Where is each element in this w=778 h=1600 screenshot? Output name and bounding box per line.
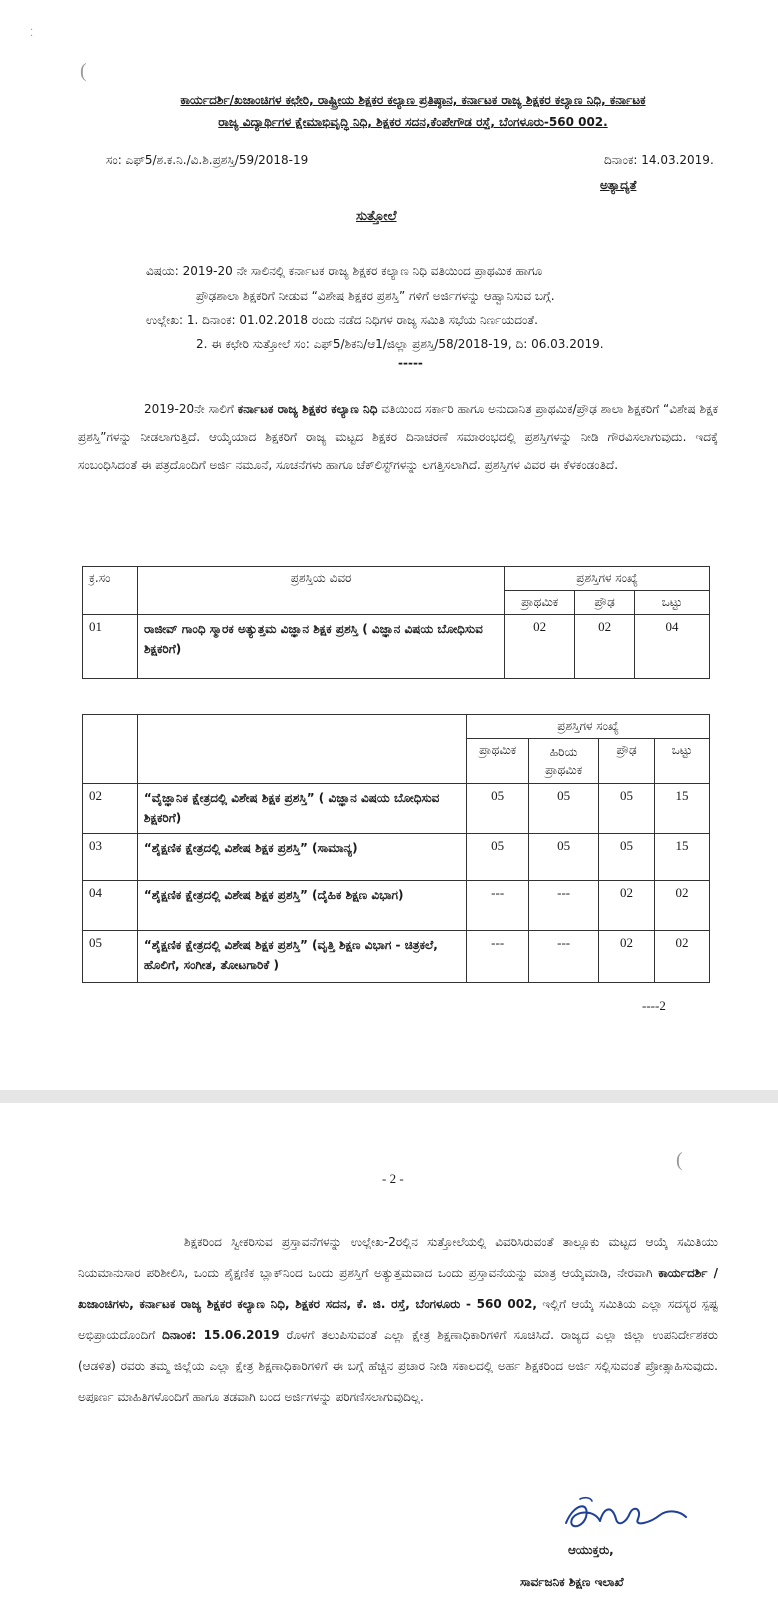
table-row <box>83 615 710 679</box>
table1-header-row <box>83 567 710 591</box>
table2-cell-total: 15 <box>655 834 710 881</box>
scan-mark: ( <box>80 60 87 82</box>
instr-address-bold: ಕಾರ್ಯದರ್ಶಿ / ಖಜಾಂಚಿಗಳು, ಕರ್ನಾಟಕ ರಾಜ್ಯ ಶಿಕ್ಷಕರ ಕಲ್ಯಾಣ ನಿಧಿ, ಶಿಕ್ಷಕರ ಸದನ, ಕೆ. ಜಿ. ರಸ್ತೆ, ಬೆಂಗಳೂರು - 560 002, <box>78 1266 718 1311</box>
intro-text-pre: 2019-20ನೇ ಸಾಲಿಗೆ <box>144 402 238 416</box>
table-row <box>83 881 710 931</box>
table2-cell-detail: “ಶೈಕ್ಷಣಿಕ ಕ್ಷೇತ್ರದಲ್ಲಿ ವಿಶೇಷ ಶಿಕ್ಷಕ ಪ್ರಶಸ್ತಿ” (ದೈಹಿಕ ಶಿಕ್ಷಣ ವಿಭಾಗ) <box>137 881 466 931</box>
table1-header-count: ಪ್ರಶಸ್ತಿಗಳ ಸಂಖ್ಯೆ <box>505 567 710 591</box>
urgent-label: ಅತ್ಯಾದ್ಯತೆ <box>600 178 637 192</box>
table1-header-high: ಪ್ರೌಢ <box>575 591 635 615</box>
department-name: ಸಾರ್ವಜನಿಕ ಶಿಕ್ಷಣ ಇಲಾಖೆ <box>520 1575 624 1589</box>
table2-cell-sl: 05 <box>83 931 138 983</box>
table1-header-total: ಒಟ್ಟು <box>635 591 710 615</box>
table1-cell-high: 02 <box>575 615 635 679</box>
table1-cell-primary: 02 <box>505 615 575 679</box>
intro-paragraph <box>78 395 718 479</box>
table-row <box>83 784 710 834</box>
scan-mark: ( <box>676 1149 683 1171</box>
table2-header-high: ಪ್ರೌಢ <box>599 739 655 784</box>
table1-cell-total: 04 <box>635 615 710 679</box>
table2-header-row <box>83 715 710 739</box>
instr-text-pre: ಶಿಕ್ಷಕರಿಂದ ಸ್ವೀಕರಿಸುವ ಪ್ರಸ್ತಾವನೆಗಳನ್ನು ಉಲ್ಲೇಖ-2ರಲ್ಲಿನ ಸುತ್ತೋಲೆಯಲ್ಲಿ ವಿವರಿಸಿರುವಂತೆ ತಾಲ್ಲೂಕು ಮಟ್ಟದ ಆಯ್ಕೆ ಸಮಿತಿಯು ನಿಯಮಾನುಸಾರ ಪರಿಶೀಲಿಸಿ, ಒಂದು ಶೈಕ್ಷಣಿಕ ಬ್ಲಾಕ್‌ನಿಂದ ಒಂದು ಪ್ರಶಸ್ತಿಗೆ ಅತ್ಯುತ್ತಮವಾದ ಒಂದು ಪ್ರಸ್ತಾವನೆಯನ್ನು ಮಾತ್ರ ಆಯ್ಕೆಮಾಡಿ, ನೇರವಾಗಿ <box>78 1235 718 1280</box>
page-gap <box>0 1090 778 1103</box>
awards-table-1 <box>82 566 710 679</box>
table2-cell-detail: “ವೈಜ್ಞಾನಿಕ ಕ್ಷೇತ್ರದಲ್ಲಿ ವಿಶೇಷ ಶಿಕ್ಷಕ ಪ್ರಶಸ್ತಿ” ( ವಿಜ್ಞಾನ ವಿಷಯ ಬೋಧಿಸುವ ಶಿಕ್ಷಕರಿಗೆ) <box>137 784 466 834</box>
instr-text-post: ರೊಳಗೆ ತಲುಪಿಸುವಂತೆ ಎಲ್ಲಾ ಕ್ಷೇತ್ರ ಶಿಕ್ಷಣಾಧಿಕಾರಿಗಳಿಗೆ ಸೂಚಿಸಿದೆ. ರಾಜ್ಯದ ಎಲ್ಲಾ ಜಿಲ್ಲಾ ಉಪನಿರ್ದೇಶಕರು (ಆಡಳಿತ) ರವರು ತಮ್ಮ ಜಿಲ್ಲೆಯ ಎಲ್ಲಾ ಕ್ಷೇತ್ರ ಶಿಕ್ಷಣಾಧಿಕಾರಿಗಳಿಗೆ ಈ ಬಗ್ಗೆ ಹೆಚ್ಚಿನ ಪ್ರಚಾರ ನೀಡಿ ಸಕಾಲದಲ್ಲಿ ಅರ್ಹ ಶಿಕ್ಷಕರಿಂದ ಅರ್ಜಿ ಸಲ್ಲಿಸುವಂತೆ ಪ್ರೋತ್ಸಾಹಿಸುವುದು. ಅಪೂರ್ಣ ಮಾಹಿತಿಗಳೊಂದಿಗೆ ಹಾಗೂ ತಡವಾಗಿ ಬಂದ ಅರ್ಜಿಗಳನ್ನು ಪರಿಗಣಿಸಲಾಗುವುದಿಲ್ಲ. <box>78 1328 718 1404</box>
table1-header-sl: ಕ್ರ.ಸಂ <box>83 567 138 615</box>
subject-line-1: ವಿಷಯ: 2019-20 ನೇ ಸಾಲಿನಲ್ಲಿ ಕರ್ನಾಟಕ ರಾಜ್ಯ ಶಿಕ್ಷಕರ ಕಲ್ಯಾಣ ನಿಧಿ ವತಿಯಿಂದ ಪ್ರಾಥಮಿಕ ಹಾಗೂ <box>146 264 543 278</box>
scan-dots: ⁚ <box>30 28 34 39</box>
table2-cell-higher-primary: 05 <box>529 784 599 834</box>
signatory-title: ಆಯುಕ್ತರು, <box>568 1543 614 1557</box>
table2-cell-total: 15 <box>655 784 710 834</box>
signature-image <box>560 1493 690 1537</box>
page-continuation: ----2 <box>642 998 666 1013</box>
table2-cell-detail: “ಶೈಕ್ಷಣಿಕ ಕ್ಷೇತ್ರದಲ್ಲಿ ವಿಶೇಷ ಶಿಕ್ಷಕ ಪ್ರಶಸ್ತಿ” (ಸಾಮಾನ್ಯ) <box>137 834 466 881</box>
instr-text-mid: ಇಲ್ಲಿಗೆ ಆಯ್ಕೆ ಸಮಿತಿಯ ಎಲ್ಲಾ ಸದಸ್ಯರ ಸ್ಪಷ್ಟ ಅಭಿಪ್ರಾಯದೊಂದಿಗೆ <box>78 1297 719 1342</box>
table2-cell-total: 02 <box>655 881 710 931</box>
reference-1: ಉಲ್ಲೇಖ: 1. ದಿನಾಂಕ: 01.02.2018 ರಂದು ನಡೆದ ನಿಧಿಗಳ ರಾಜ್ಯ ಸಮಿತಿ ಸಭೆಯ ನಿರ್ಣಯದಂತೆ. <box>146 313 538 327</box>
circular-title: ಸುತ್ತೋಲೆ <box>356 209 397 224</box>
table2-header-primary: ಪ್ರಾಥಮಿಕ <box>467 739 529 784</box>
intro-text-post: ವತಿಯಿಂದ ಸರ್ಕಾರಿ ಹಾಗೂ ಅನುದಾನಿತ ಪ್ರಾಥಮಿಕ/ಪ್ರೌಢ ಶಾಲಾ ಶಿಕ್ಷಕರಿಗೆ “ವಿಶೇಷ ಶಿಕ್ಷಕ ಪ್ರಶಸ್ತಿ”ಗಳನ್ನು ನೀಡಲಾಗುತ್ತಿದೆ. ಆಯ್ಕೆಯಾದ ಶಿಕ್ಷಕರಿಗೆ ರಾಜ್ಯ ಮಟ್ಟದ ಶಿಕ್ಷಕರ ದಿನಾಚರಣೆ ಸಮಾರಂಭದಲ್ಲಿ ಪ್ರಶಸ್ತಿಗಳನ್ನು ನೀಡಿ ಗೌರವಿಸಲಾಗುವುದು. ಇದಕ್ಕೆ ಸಂಬಂಧಿಸಿದಂತೆ ಈ ಪತ್ರದೊಂದಿಗೆ ಅರ್ಜಿ ನಮೂನೆ, ಸೂಚನೆಗಳು ಹಾಗೂ ಚೆಕ್‌ಲಿಸ್ಟ್‌ಗಳನ್ನು ಲಗತ್ತಿಸಲಾಗಿದೆ. ಪ್ರಶಸ್ತಿಗಳ ವಿವರ ಈ ಕೆಳಕಂಡಂತಿದೆ. <box>78 402 718 472</box>
table2-cell-sl: 03 <box>83 834 138 881</box>
office-header-line2: ರಾಜ್ಯ ವಿದ್ಯಾರ್ಥಿಗಳ ಕ್ಷೇಮಾಭಿವೃದ್ಧಿ ನಿಧಿ, ಶಿಕ್ಷಕರ ಸದನ,ಕೆಂಪೇಗೌಡ ರಸ್ತೆ, ಬೆಂಗಳೂರು-560 002. <box>218 115 608 129</box>
table1-header-primary: ಪ್ರಾಥಮಿಕ <box>505 591 575 615</box>
document-page-2 <box>0 1103 778 1600</box>
table1-cell-sl: 01 <box>83 615 138 679</box>
table2-cell-sl: 02 <box>83 784 138 834</box>
subject-line-2: ಪ್ರೌಢಶಾಲಾ ಶಿಕ್ಷಕರಿಗೆ ನೀಡುವ “ವಿಶೇಷ ಶಿಕ್ಷಕರ ಪ್ರಶಸ್ತಿ” ಗಳಿಗೆ ಅರ್ಜಿಗಳನ್ನು ಆಹ್ವಾನಿಸುವ ಬಗ್ಗೆ. <box>196 289 555 303</box>
table2-cell-higher-primary: 05 <box>529 834 599 881</box>
table2-header-count: ಪ್ರಶಸ್ತಿಗಳ ಸಂಖ್ಯೆ <box>467 715 710 739</box>
office-header-line1: ಕಾರ್ಯದರ್ಶಿ/ಖಜಾಂಚಿಗಳ ಕಛೇರಿ, ರಾಷ್ಟ್ರೀಯ ಶಿಕ್ಷಕರ ಕಲ್ಯಾಣ ಪ್ರತಿಷ್ಠಾನ, ಕರ್ನಾಟಕ ರಾಜ್ಯ ಶಿಕ್ಷಕರ ಕಲ್ಯಾಣ ನಿಧಿ, ಕರ್ನಾಟಕ <box>180 93 646 107</box>
table2-cell-primary: --- <box>467 931 529 983</box>
table2-cell-detail: “ಶೈಕ್ಷಣಿಕ ಕ್ಷೇತ್ರದಲ್ಲಿ ವಿಶೇಷ ಶಿಕ್ಷಕ ಪ್ರಶಸ್ತಿ” (ವೃತ್ತಿ ಶಿಕ್ಷಣ ವಿಭಾಗ - ಚಿತ್ರಕಲೆ, ಹೊಲಿಗೆ, ಸಂಗೀತ, ತೋಟಗಾರಿಕೆ ) <box>137 931 466 983</box>
table2-cell-high: 02 <box>599 881 655 931</box>
table2-cell-high: 05 <box>599 834 655 881</box>
instr-deadline-bold: ದಿನಾಂಕ: 15.06.2019 <box>162 1328 280 1342</box>
divider-text: ----- <box>398 356 423 370</box>
reference-2: 2. ಈ ಕಛೇರಿ ಸುತ್ತೋಲೆ ಸಂ: ಎಫ್5/ಶಿಕನಿ/ಆ1/ಜಿಲ್ಲಾ ಪ್ರಶಸ್ತಿ/58/2018-19, ದಿ: 06.03.2019. <box>196 337 604 351</box>
table2-cell-high: 02 <box>599 931 655 983</box>
instructions-paragraph <box>78 1227 718 1413</box>
table2-cell-primary: 05 <box>467 784 529 834</box>
table2-cell-sl: 04 <box>83 881 138 931</box>
table-row <box>83 834 710 881</box>
table2-cell-primary: --- <box>467 881 529 931</box>
awards-table-2 <box>82 714 710 983</box>
page-number: - 2 - <box>382 1171 404 1186</box>
table2-cell-high: 05 <box>599 784 655 834</box>
table2-header-total: ಒಟ್ಟು <box>655 739 710 784</box>
table2-header-higher-primary: ಹಿರಿಯ ಪ್ರಾಥಮಿಕ <box>529 739 599 784</box>
intro-text-bold: ಕರ್ನಾಟಕ ರಾಜ್ಯ ಶಿಕ್ಷಕರ ಕಲ್ಯಾಣ ನಿಧಿ <box>237 402 378 416</box>
table2-cell-total: 02 <box>655 931 710 983</box>
letter-date: ದಿನಾಂಕ: 14.03.2019. <box>604 153 714 167</box>
table1-cell-detail: ರಾಜೀವ್ ಗಾಂಧಿ ಸ್ಮಾರಕ ಅತ್ಯುತ್ತಮ ವಿಜ್ಞಾನ ಶಿಕ್ಷಕ ಪ್ರಶಸ್ತಿ ( ವಿಜ್ಞಾನ ವಿಷಯ ಬೋಧಿಸುವ ಶಿಕ್ಷಕರಿಗೆ) <box>137 615 504 679</box>
table1-header-detail: ಪ್ರಶಸ್ತಿಯ ವಿವರ <box>137 567 504 615</box>
table2-cell-primary: 05 <box>467 834 529 881</box>
table2-cell-higher-primary: --- <box>529 881 599 931</box>
reference-number: ಸಂ: ಎಫ್5/ಶ.ಕ.ನಿ./ವಿ.ಶಿ.ಪ್ರಶಸ್ತಿ/59/2018-19 <box>106 153 309 167</box>
table2-cell-higher-primary: --- <box>529 931 599 983</box>
table-row <box>83 931 710 983</box>
